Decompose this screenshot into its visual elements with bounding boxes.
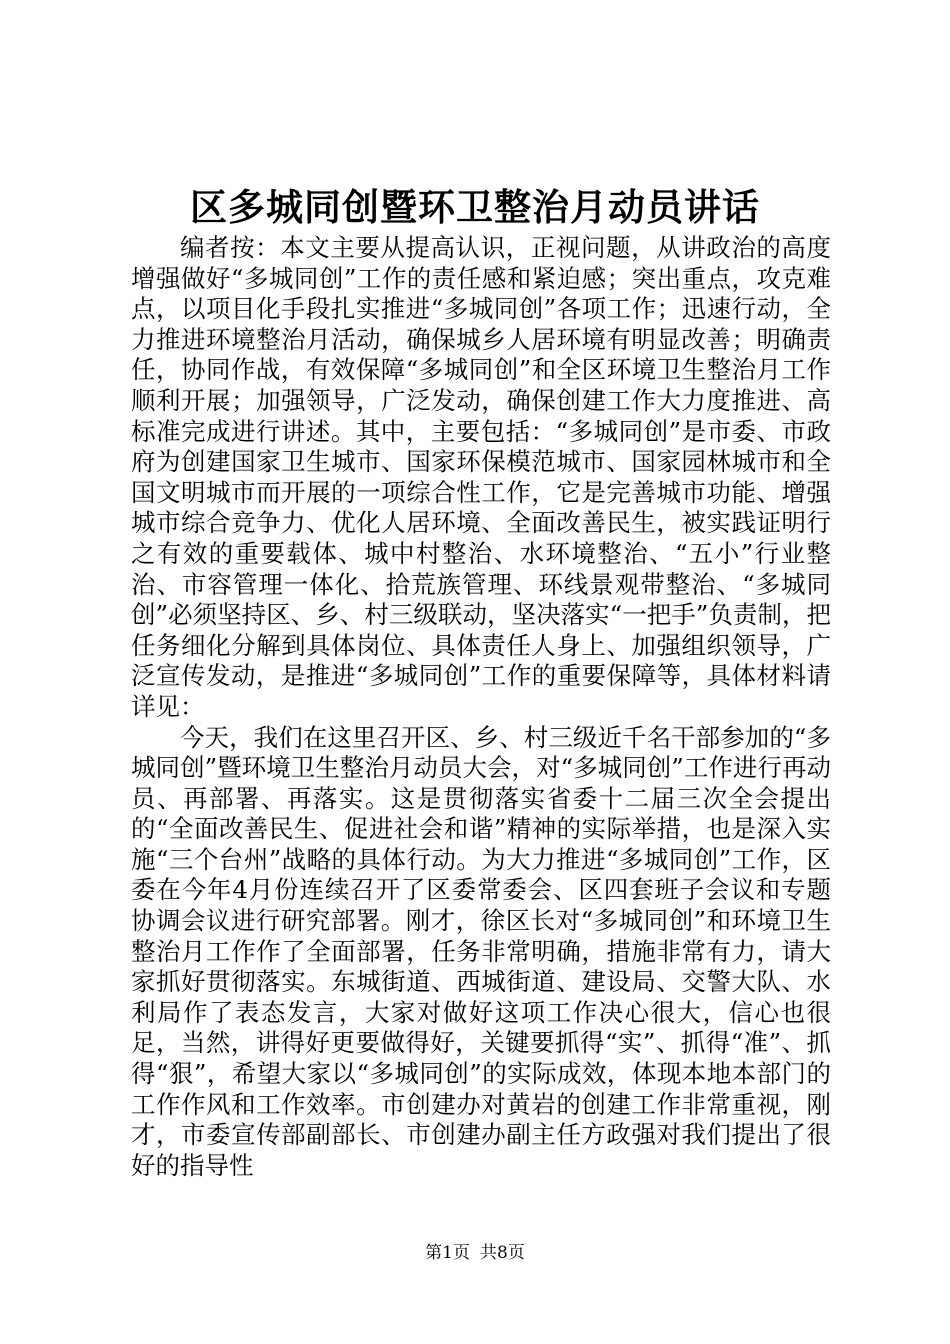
document-body <box>131 233 831 1181</box>
page-number: 第1页 <box>425 1243 470 1263</box>
page-total: 共8页 <box>480 1243 525 1263</box>
document-title: 区多城同创暨环卫整治月动员讲话 <box>190 185 760 229</box>
speech-paragraph: 今天，我们在这里召开区、乡、村三级近千名干部参加的“多城同创”暨环境卫生整治月动员大会，对“多城同创”工作进行再动员、再部署、再落实。这是贯彻落实省委十二届三次全会提出的“全面改善民生、促进社会和谐”精神的实际举措，也是深入实施“三个台州”战略的具体行动。为大力推进“多城同创”工作，区委在今年4月份连续召开了区委常委会、区四套班子会议和专题协调会议进行研究部署。刚才，徐区长对“多城同创”和环境卫生整治月工作作了全面部署，任务非常明确，措施非常有力，请大家抓好贯彻落实。东城街道、西城街道、建设局、交警大队、水利局作了表态发言，大家对做好这项工作决心很大，信心也很足，当然，讲得好更要做得好，关键要抓得“实”、抓得“准”、抓得“狠”，希望大家以“多城同创”的实际成效，体现本地本部门的工作作风和工作效率。市创建办对黄岩的创建工作非常重视，刚才，市委宣传部副部长、市创建办副主任方政强对我们提出了很好的指导性 <box>131 722 831 1180</box>
editor-note-paragraph: 编者按：本文主要从提高认识，正视问题，从讲政治的高度增强做好“多城同创”工作的责任感和紧迫感；突出重点，攻克难点，以项目化手段扎实推进“多城同创”各项工作；迅速行动，全力推进环境整治月活动，确保城乡人居环境有明显改善；明确责任，协同作战，有效保障“多城同创”和全区环境卫生整治月工作顺利开展；加强领导，广泛发动，确保创建工作大力度推进、高标准完成进行讲述。其中，主要包括：“多城同创”是市委、市政府为创建国家卫生城市、国家环保模范城市、国家园林城市和全国文明城市而开展的一项综合性工作，它是完善城市功能、增强城市综合竞争力、优化人居环境、全面改善民生，被实践证明行之有效的重要载体、城中村整治、水环境整治、“五小”行业整治、市容管理一体化、拾荒族管理、环线景观带整治、“多城同创”必须坚持区、乡、村三级联动，坚决落实“一把手”负责制，把任务细化分解到具体岗位、具体责任人身上、加强组织领导，广泛宣传发动，是推进“多城同创”工作的重要保障等，具体材料请详见： <box>131 233 831 721</box>
page-footer <box>0 1241 950 1265</box>
